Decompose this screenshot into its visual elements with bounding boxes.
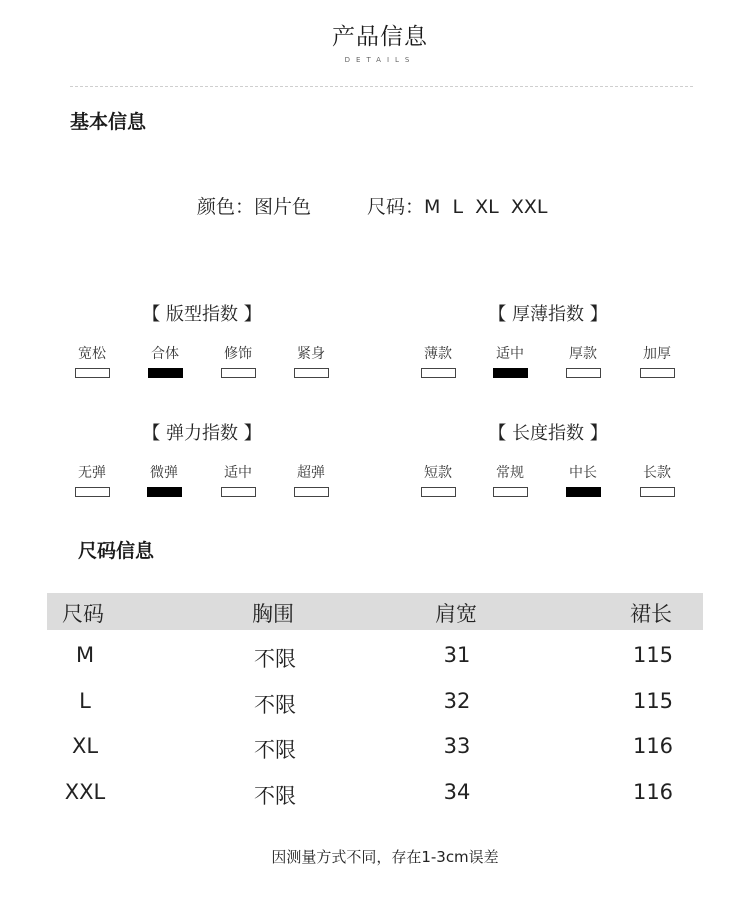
fit-option-indicator bbox=[75, 368, 110, 378]
cell-bust: 不限 bbox=[254, 738, 296, 762]
fit-option bbox=[135, 344, 195, 378]
page-title: 产品信息 bbox=[332, 24, 428, 50]
color-info: 颜色：图片色 bbox=[197, 196, 312, 218]
elasticity-option-indicator bbox=[294, 487, 329, 497]
elasticity-option-label: 超弹 bbox=[297, 465, 325, 481]
cell-length: 116 bbox=[632, 780, 674, 804]
thickness-option bbox=[408, 344, 468, 378]
length-option-label: 长款 bbox=[643, 465, 671, 481]
elasticity-option bbox=[208, 463, 268, 497]
length-option-indicator bbox=[493, 487, 528, 497]
size-info-heading: 尺码信息 bbox=[78, 540, 155, 562]
cell-length: 115 bbox=[632, 643, 674, 667]
cell-bust: 不限 bbox=[254, 784, 296, 808]
cell-length: 116 bbox=[632, 734, 674, 758]
length-option-indicator bbox=[421, 487, 456, 497]
cell-bust: 不限 bbox=[254, 647, 296, 671]
size-info: 尺码：M L XL XXL bbox=[367, 196, 548, 218]
elasticity-option bbox=[62, 463, 122, 497]
col-header-bust: 胸围 bbox=[252, 602, 294, 626]
basic-info-heading: 基本信息 bbox=[70, 111, 147, 133]
thickness-option-label: 加厚 bbox=[643, 346, 671, 362]
elasticity-option-indicator bbox=[75, 487, 110, 497]
cell-size: XL bbox=[71, 734, 99, 758]
thickness-option-label: 适中 bbox=[496, 346, 524, 362]
thickness-option-label: 厚款 bbox=[569, 346, 597, 362]
elasticity-option bbox=[134, 463, 194, 497]
fit-option-label: 宽松 bbox=[78, 346, 106, 362]
elasticity-option-indicator bbox=[147, 487, 182, 497]
elasticity-option-indicator bbox=[221, 487, 256, 497]
cell-bust: 不限 bbox=[254, 693, 296, 717]
elasticity-option-label: 微弹 bbox=[150, 465, 178, 481]
fit-option-indicator bbox=[221, 368, 256, 378]
cell-shoulder: 34 bbox=[443, 780, 471, 804]
length-option bbox=[408, 463, 468, 497]
thickness-option-indicator bbox=[421, 368, 456, 378]
cell-shoulder: 33 bbox=[443, 734, 471, 758]
thickness-option-indicator bbox=[640, 368, 675, 378]
fit-option-label: 紧身 bbox=[297, 346, 325, 362]
length-option-indicator bbox=[640, 487, 675, 497]
cell-length: 115 bbox=[632, 689, 674, 713]
fit-option bbox=[62, 344, 122, 378]
cell-shoulder: 32 bbox=[443, 689, 471, 713]
size-table-header bbox=[47, 593, 703, 630]
length-option bbox=[480, 463, 540, 497]
elasticity-option bbox=[281, 463, 341, 497]
thickness-option bbox=[627, 344, 687, 378]
thickness-option bbox=[553, 344, 613, 378]
length-index-title: 【 长度指数 】 bbox=[488, 423, 608, 444]
length-option-label: 常规 bbox=[496, 465, 524, 481]
length-option bbox=[553, 463, 613, 497]
cell-shoulder: 31 bbox=[443, 643, 471, 667]
length-option-label: 中长 bbox=[569, 465, 597, 481]
fit-option-indicator bbox=[294, 368, 329, 378]
fit-option-label: 修饰 bbox=[224, 346, 252, 362]
cell-size: L bbox=[79, 689, 91, 713]
elasticity-index-title: 【 弹力指数 】 bbox=[142, 423, 262, 444]
fit-option bbox=[281, 344, 341, 378]
elasticity-option-label: 无弹 bbox=[78, 465, 106, 481]
col-header-shoulder: 肩宽 bbox=[435, 602, 477, 626]
cell-size: XXL bbox=[64, 780, 106, 804]
cell-size: M bbox=[75, 643, 95, 667]
col-header-length: 裙长 bbox=[630, 602, 672, 626]
measurement-note: 因测量方式不同，存在1-3cm误差 bbox=[271, 848, 499, 866]
fit-option bbox=[208, 344, 268, 378]
dashed-divider bbox=[70, 86, 693, 87]
length-option-indicator bbox=[566, 487, 601, 497]
elasticity-option-label: 适中 bbox=[224, 465, 252, 481]
length-option-label: 短款 bbox=[424, 465, 452, 481]
thickness-option bbox=[480, 344, 540, 378]
fit-option-indicator bbox=[148, 368, 183, 378]
thickness-option-label: 薄款 bbox=[424, 346, 452, 362]
page-subtitle: DETAILS bbox=[344, 56, 416, 64]
thickness-index-title: 【 厚薄指数 】 bbox=[488, 304, 608, 325]
col-header-size: 尺码 bbox=[62, 602, 104, 626]
fit-option-label: 合体 bbox=[151, 346, 179, 362]
fit-index-title: 【 版型指数 】 bbox=[142, 304, 262, 325]
thickness-option-indicator bbox=[566, 368, 601, 378]
length-option bbox=[627, 463, 687, 497]
thickness-option-indicator bbox=[493, 368, 528, 378]
